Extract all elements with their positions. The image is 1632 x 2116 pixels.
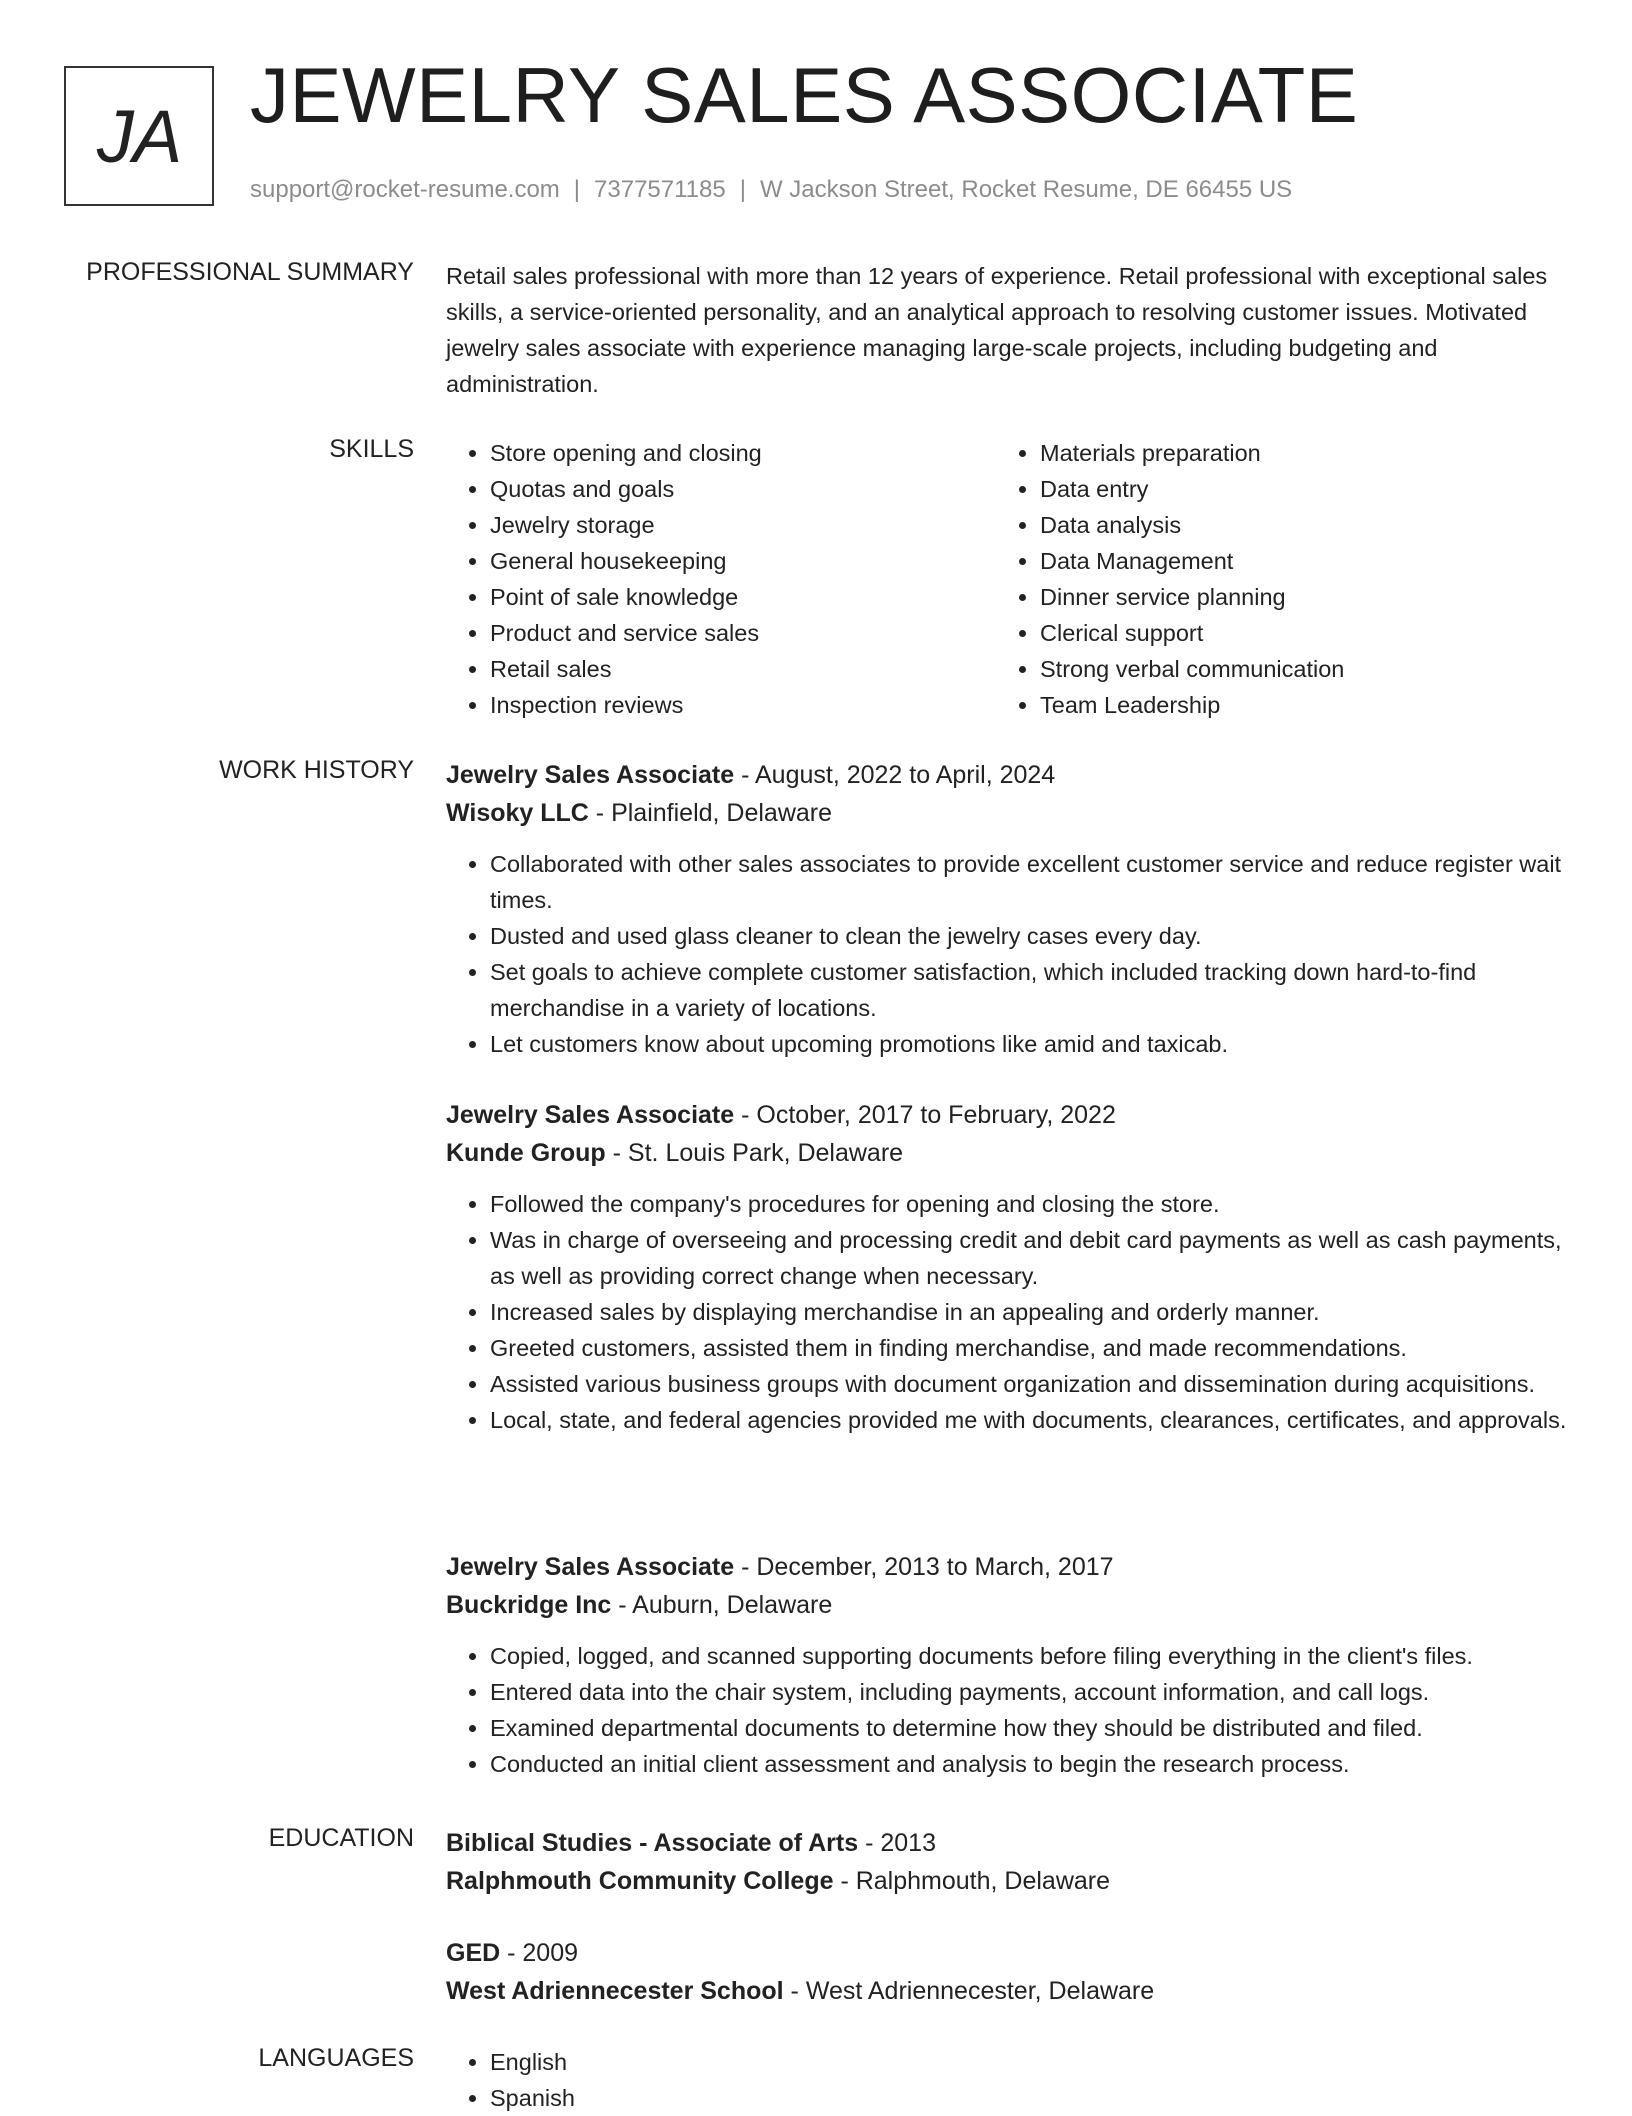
skill-item: • Materials preparation xyxy=(1040,435,1546,471)
job-dates: - August, 2022 to April, 2024 xyxy=(734,761,1056,789)
skill-item: • General housekeeping xyxy=(490,543,996,579)
section-label-education: EDUCATION xyxy=(268,1824,414,1852)
job-bullets xyxy=(446,846,1576,1062)
skill-item: • Store opening and closing xyxy=(490,435,996,471)
education-location: - Ralphmouth, Delaware xyxy=(833,1867,1111,1895)
section-label-summary: PROFESSIONAL SUMMARY xyxy=(86,258,414,286)
education-degree: Biblical Studies - Associate of Arts xyxy=(446,1829,859,1857)
skill-item: • Data analysis xyxy=(1040,507,1546,543)
skills-column-2 xyxy=(996,435,1546,723)
job-bullet: • Followed the company's procedures for opening and closing the store. xyxy=(490,1186,1576,1222)
job-bullet: • Examined departmental documents to determine how they should be distributed and filed. xyxy=(490,1710,1576,1746)
language-item: • Spanish xyxy=(490,2080,1576,2116)
summary-text: Retail sales professional with more than 12 years of experience. Retail professional with exceptional sales skills, a service-oriented personality, and an analytical approach to resolving customer issues. Motivated jewelry sales associate with experience managing large-scale projects, including budgeting and administration. xyxy=(446,263,1548,397)
education-entry xyxy=(446,1824,1576,1900)
skill-item: • Clerical support xyxy=(1040,615,1546,651)
job-bullet: • Increased sales by displaying merchandise in an appealing and orderly manner. xyxy=(490,1294,1576,1330)
skill-item: • Quotas and goals xyxy=(490,471,996,507)
contact-email: support@rocket-resume.com xyxy=(250,176,560,203)
education-school: Ralphmouth Community College xyxy=(446,1867,834,1895)
section-label-languages: LANGUAGES xyxy=(258,2044,414,2072)
education-degree: GED xyxy=(446,1939,501,1967)
job-entry xyxy=(446,1096,1576,1528)
monogram-logo: JA xyxy=(64,66,214,206)
job-dates: - October, 2017 to February, 2022 xyxy=(734,1101,1116,1129)
job-entry xyxy=(446,1548,1576,1782)
education-degree-line xyxy=(446,1934,1576,1972)
language-item: • English xyxy=(490,2044,1576,2080)
job-bullet: • Set goals to achieve complete customer satisfaction, which included tracking down hard-to-find merchandise in a variety of locations. xyxy=(490,954,1576,1026)
job-location: - St. Louis Park, Delaware xyxy=(605,1139,904,1167)
job-title-line xyxy=(446,1548,1576,1586)
education-degree-line xyxy=(446,1824,1576,1862)
job-bullet: • Assisted various business groups with document organization and dissemination during acquisitions. xyxy=(490,1366,1576,1402)
job-bullet: • Local, state, and federal agencies provided me with documents, clearances, certificates, and approvals. xyxy=(490,1402,1576,1438)
contact-separator: | xyxy=(573,176,581,203)
job-company: Buckridge Inc xyxy=(446,1591,612,1619)
skill-item: • Inspection reviews xyxy=(490,687,996,723)
summary-body xyxy=(446,258,1576,402)
contact-phone: 7377571185 xyxy=(594,176,726,203)
job-bullets xyxy=(446,1186,1576,1438)
education-year: - 2009 xyxy=(500,1939,579,1967)
languages-body xyxy=(446,2044,1576,2116)
job-bullet: • Copied, logged, and scanned supporting documents before filing everything in the client's files. xyxy=(490,1638,1576,1674)
contact-separator: | xyxy=(739,176,746,203)
education-school-line xyxy=(446,1862,1576,1900)
skill-item: • Jewelry storage xyxy=(490,507,996,543)
job-company: Kunde Group xyxy=(446,1139,606,1167)
job-dates: - December, 2013 to March, 2017 xyxy=(734,1553,1114,1581)
job-title-line xyxy=(446,1096,1576,1134)
skills-column-1 xyxy=(446,435,996,723)
job-title: Jewelry Sales Associate xyxy=(446,1101,735,1129)
education-entry xyxy=(446,1934,1576,2010)
job-bullet: • Greeted customers, assisted them in finding merchandise, and made recommendations. xyxy=(490,1330,1576,1366)
job-company-line xyxy=(446,1586,1576,1624)
skills-body xyxy=(446,435,1576,723)
job-title-line xyxy=(446,756,1576,794)
resume-title: JEWELRY SALES ASSOCIATE xyxy=(250,51,1359,139)
job-title: Jewelry Sales Associate xyxy=(446,761,735,789)
job-bullet: • Entered data into the chair system, including payments, account information, and call logs. xyxy=(490,1674,1576,1710)
section-label-work-history: WORK HISTORY xyxy=(219,756,414,784)
job-bullets xyxy=(446,1638,1576,1782)
job-bullet: • Was in charge of overseeing and processing credit and debit card payments as well as cash payments, as well as providing correct change when necessary. xyxy=(490,1222,1576,1294)
skill-item: • Strong verbal communication xyxy=(1040,651,1546,687)
skills-columns xyxy=(446,435,1576,723)
job-location: - Auburn, Delaware xyxy=(611,1591,833,1619)
job-bullet: • Collaborated with other sales associates to provide excellent customer service and reduce register wait times. xyxy=(490,846,1576,918)
contact-line xyxy=(250,176,1292,204)
education-body xyxy=(446,1824,1576,2044)
job-title: Jewelry Sales Associate xyxy=(446,1553,735,1581)
languages-list xyxy=(446,2044,1576,2116)
job-entry xyxy=(446,756,1576,1076)
job-company-line xyxy=(446,794,1576,832)
skill-item: • Team Leadership xyxy=(1040,687,1546,723)
education-school: West Adriennecester School xyxy=(446,1977,784,2005)
job-bullet: • Conducted an initial client assessment and analysis to begin the research process. xyxy=(490,1746,1576,1782)
job-company: Wisoky LLC xyxy=(446,799,589,827)
skills-list-1 xyxy=(446,435,996,723)
work-history-body xyxy=(446,756,1576,1802)
education-school-line xyxy=(446,1972,1576,2010)
skill-item: • Data Management xyxy=(1040,543,1546,579)
skills-list-2 xyxy=(996,435,1546,723)
job-bullet: • Let customers know about upcoming promotions like amid and taxicab. xyxy=(490,1026,1576,1062)
job-company-line xyxy=(446,1134,1576,1172)
skill-item: • Point of sale knowledge xyxy=(490,579,996,615)
skill-item: • Product and service sales xyxy=(490,615,996,651)
section-label-skills: SKILLS xyxy=(329,435,414,463)
skill-item: • Dinner service planning xyxy=(1040,579,1546,615)
education-location: - West Adriennecester, Delaware xyxy=(783,1977,1155,2005)
education-year: - 2013 xyxy=(858,1829,936,1857)
job-location: - Plainfield, Delaware xyxy=(588,799,833,827)
contact-address: W Jackson Street, Rocket Resume, DE 66455 US xyxy=(759,176,1293,203)
skill-item: • Retail sales xyxy=(490,651,996,687)
job-bullet: • Dusted and used glass cleaner to clean the jewelry cases every day. xyxy=(490,918,1576,954)
skill-item: • Data entry xyxy=(1040,471,1546,507)
